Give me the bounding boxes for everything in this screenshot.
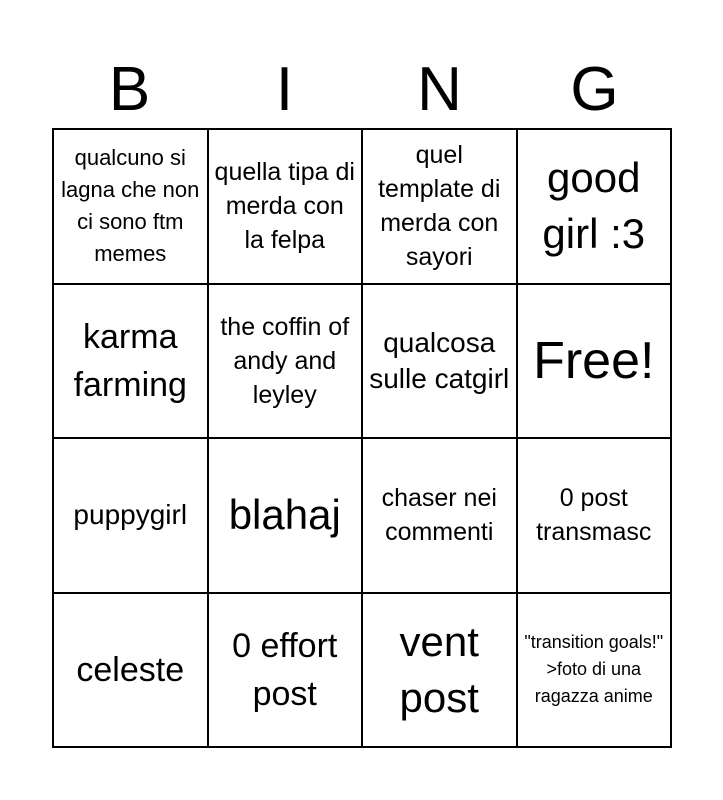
- bingo-cell-3[interactable]: [363, 130, 518, 285]
- bingo-cell-text: 0 post transmasc: [536, 484, 652, 547]
- bingo-cell-12[interactable]: [518, 439, 673, 594]
- bingo-cell-9[interactable]: [54, 439, 209, 594]
- bingo-cell-text: chaser nei commenti: [381, 484, 497, 547]
- bingo-cell-4[interactable]: [518, 130, 673, 285]
- bingo-cell-11[interactable]: [363, 439, 518, 594]
- header-letter-g: G: [570, 55, 619, 124]
- bingo-cell-text: "transition goals!" >foto di una ragazza anime: [524, 632, 664, 707]
- bingo-cell-16[interactable]: [518, 594, 673, 749]
- bingo-cell-text: karma farming: [73, 317, 187, 404]
- bingo-cell-5[interactable]: [54, 285, 209, 440]
- bingo-header: [52, 52, 672, 128]
- bingo-cell-6[interactable]: [209, 285, 364, 440]
- bingo-cell-7[interactable]: [363, 285, 518, 440]
- bingo-cell-14[interactable]: [209, 594, 364, 749]
- bingo-cell-free[interactable]: [518, 285, 673, 440]
- bingo-cell-text: Free!: [533, 331, 655, 390]
- bingo-cell-text: qualcuno si lagna che non ci sono ftm memes: [61, 145, 200, 267]
- bingo-grid: [52, 128, 672, 748]
- bingo-cell-text: the coffin of andy and leyley: [220, 312, 350, 409]
- header-letter-n: N: [417, 55, 462, 124]
- bingo-cell-15[interactable]: [363, 594, 518, 749]
- bingo-cell-10[interactable]: [209, 439, 364, 594]
- bingo-cell-text: vent post: [399, 617, 479, 721]
- bingo-cell-text: good girl :3: [542, 154, 646, 258]
- header-letter-i: I: [275, 55, 294, 124]
- bingo-cell-13[interactable]: [54, 594, 209, 749]
- bingo-cell-text: qualcosa sulle catgirl: [369, 326, 510, 394]
- bingo-cell-text: quel template di merda con sayori: [378, 141, 501, 272]
- bingo-cell-text: blahaj: [228, 491, 341, 539]
- bingo-cell-text: celeste: [76, 650, 185, 689]
- bingo-cell-text: quella tipa di merda con la felpa: [214, 158, 355, 255]
- header-letter-b: B: [108, 55, 151, 124]
- bingo-cell-text: 0 effort post: [232, 626, 338, 713]
- bingo-cell-2[interactable]: [209, 130, 364, 285]
- bingo-cell-1[interactable]: [54, 130, 209, 285]
- bingo-cell-text: puppygirl: [73, 499, 188, 531]
